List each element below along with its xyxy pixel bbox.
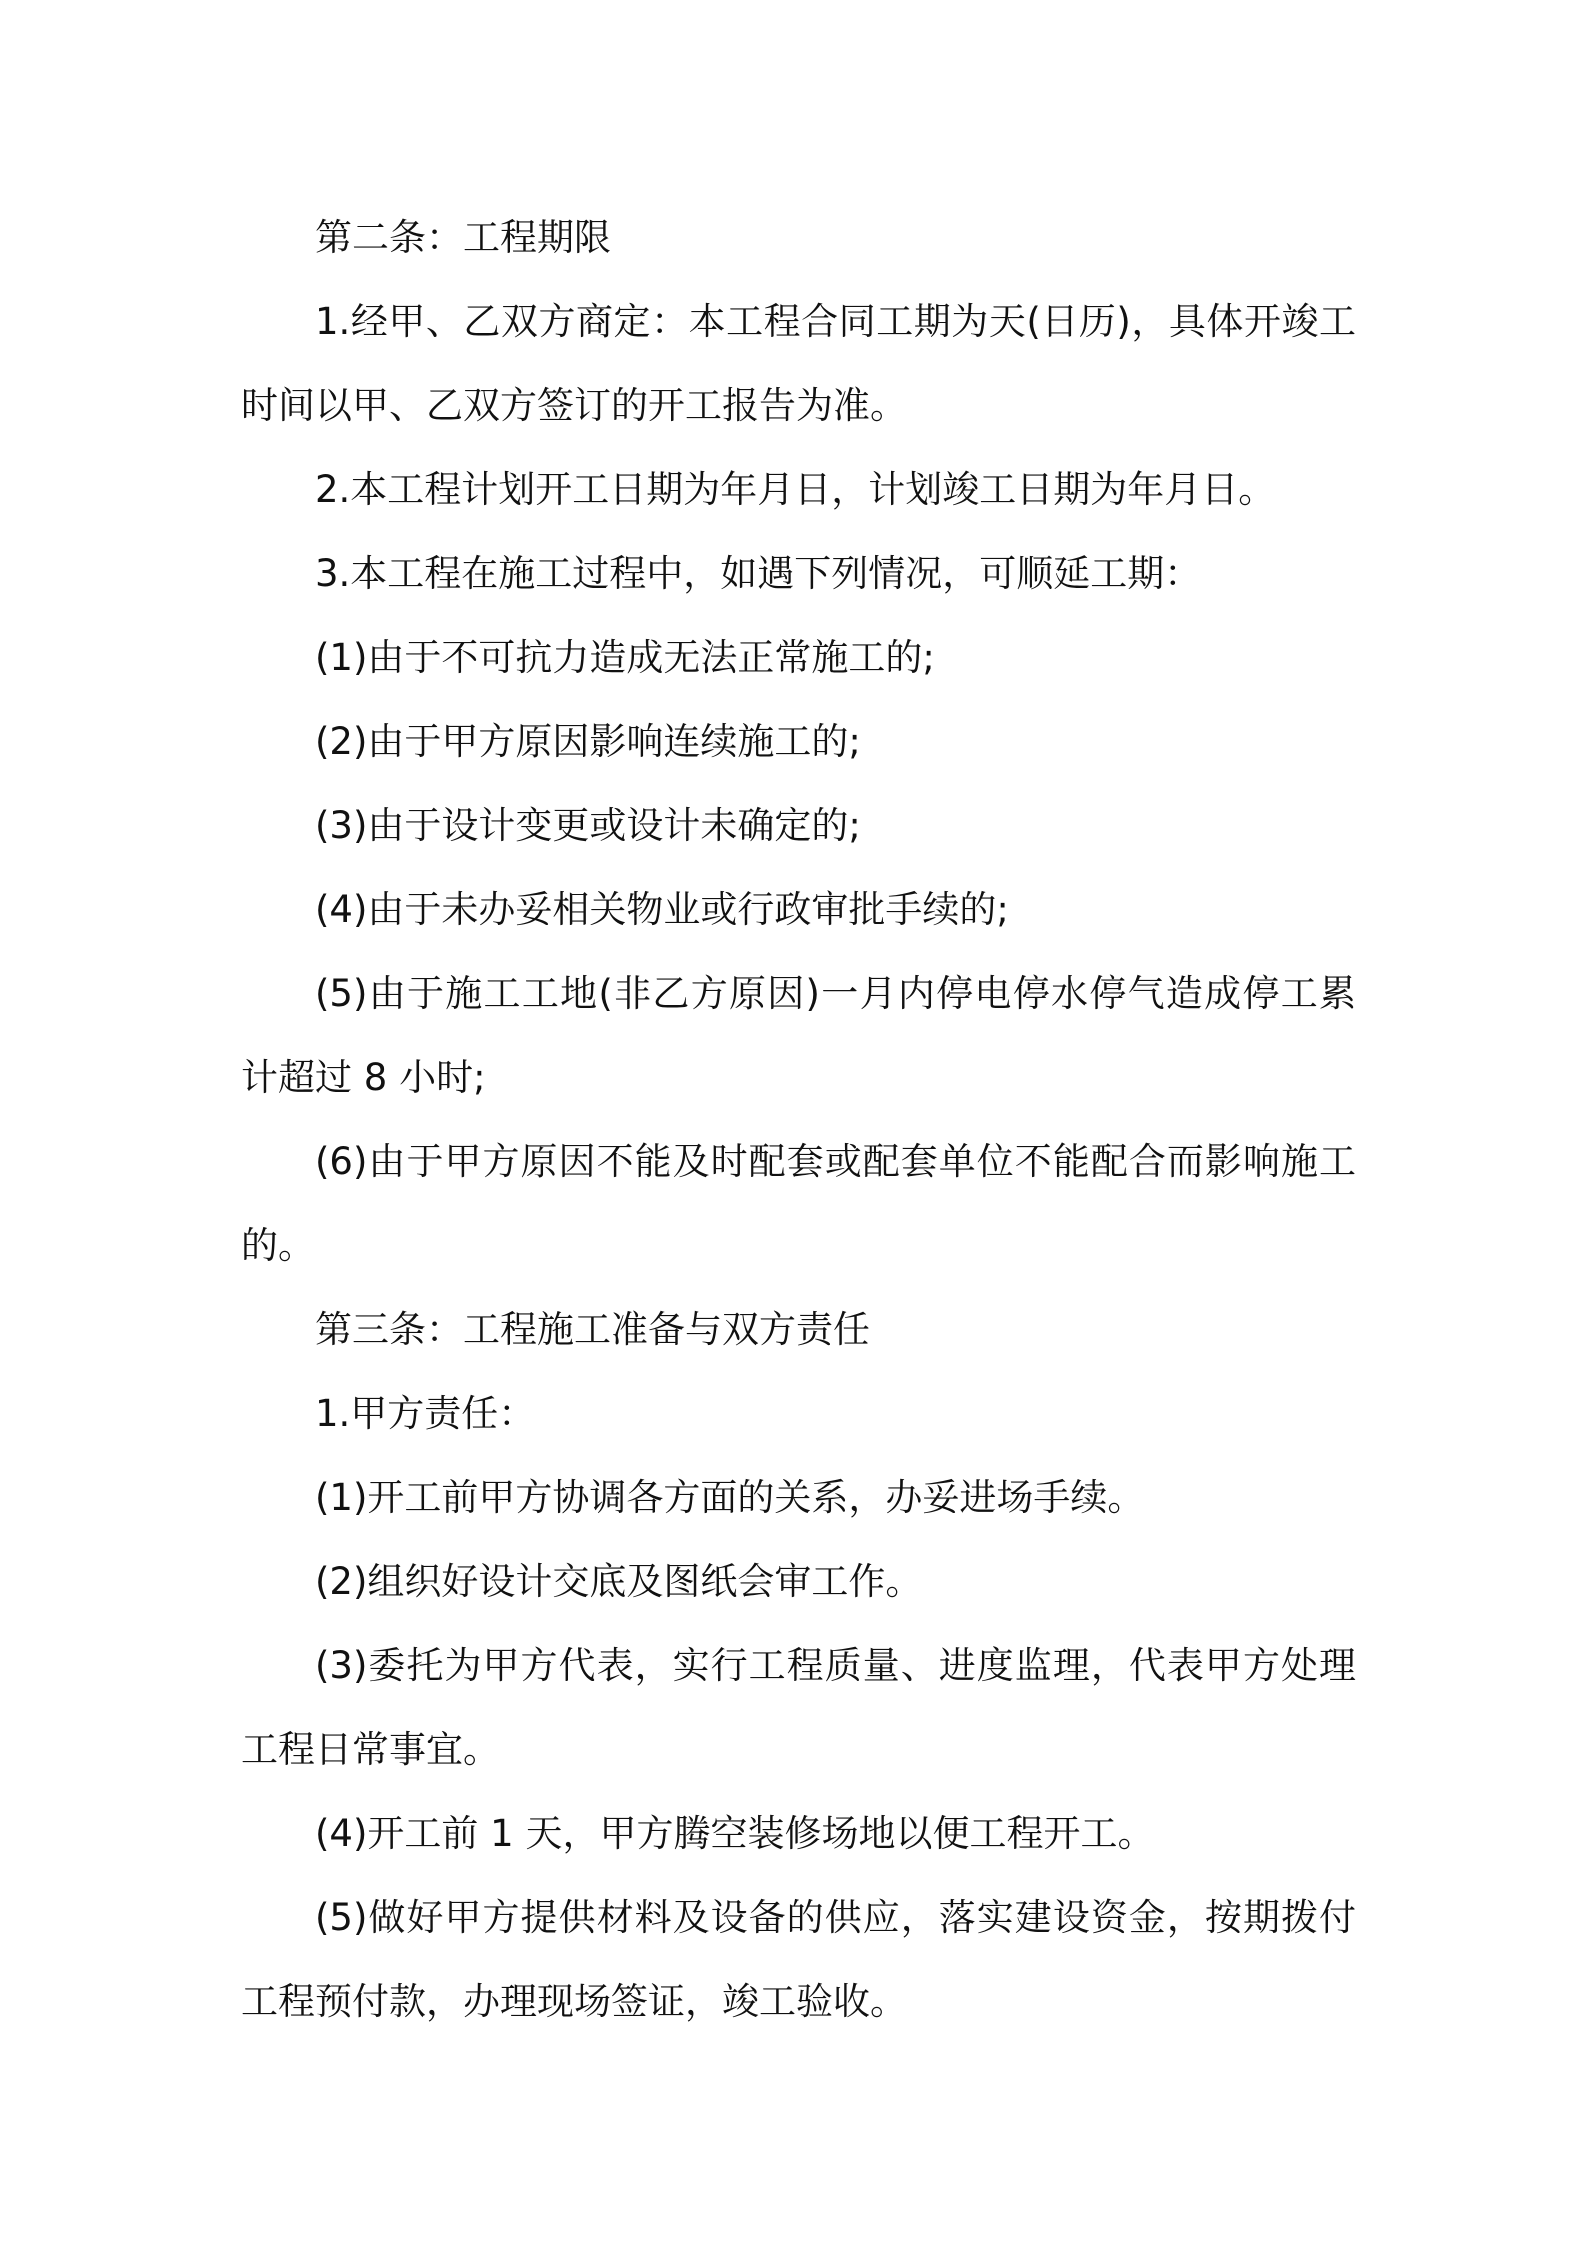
paragraph-responsibility-4: (4)开工前 1 天，甲方腾空装修场地以便工程开工。: [315, 1812, 1155, 1855]
paragraph-subitem-3: (3)由于设计变更或设计未确定的;: [315, 804, 861, 847]
section-heading-article-3: 第三条：工程施工准备与双方责任: [315, 1308, 870, 1351]
paragraph-item-1: 1.经甲、乙双方商定：本工程合同工期为天(日历)，具体开竣工时间以甲、乙双方签订的开工报告为准。: [241, 300, 1356, 427]
paragraph-responsibility-5: (5)做好甲方提供材料及设备的供应，落实建设资金，按期拨付工程预付款，办理现场签证，竣工验收。: [241, 1896, 1356, 2023]
paragraph-subitem-1: (1)由于不可抗力造成无法正常施工的;: [315, 636, 935, 679]
paragraph-subitem-5: (5)由于施工工地(非乙方原因)一月内停电停水停气造成停工累计超过 8 小时;: [241, 972, 1356, 1099]
paragraph-subitem-4: (4)由于未办妥相关物业或行政审批手续的;: [315, 888, 1009, 931]
paragraph-item-3: 3.本工程在施工过程中，如遇下列情况，可顺延工期：: [315, 552, 1202, 595]
paragraph-responsibility-1: (1)开工前甲方协调各方面的关系，办妥进场手续。: [315, 1476, 1145, 1519]
paragraph-subitem-2: (2)由于甲方原因影响连续施工的;: [315, 720, 861, 763]
paragraph-party-a-responsibility: 1.甲方责任：: [315, 1392, 536, 1435]
section-heading-article-2: 第二条：工程期限: [315, 216, 611, 259]
paragraph-responsibility-2: (2)组织好设计交底及图纸会审工作。: [315, 1560, 923, 1603]
paragraph-responsibility-3: (3)委托为甲方代表，实行工程质量、进度监理，代表甲方处理工程日常事宜。: [241, 1644, 1356, 1771]
paragraph-subitem-6: (6)由于甲方原因不能及时配套或配套单位不能配合而影响施工的。: [241, 1140, 1356, 1267]
document-body: [241, 196, 1356, 2044]
paragraph-item-2: 2.本工程计划开工日期为年月日，计划竣工日期为年月日。: [315, 468, 1276, 511]
